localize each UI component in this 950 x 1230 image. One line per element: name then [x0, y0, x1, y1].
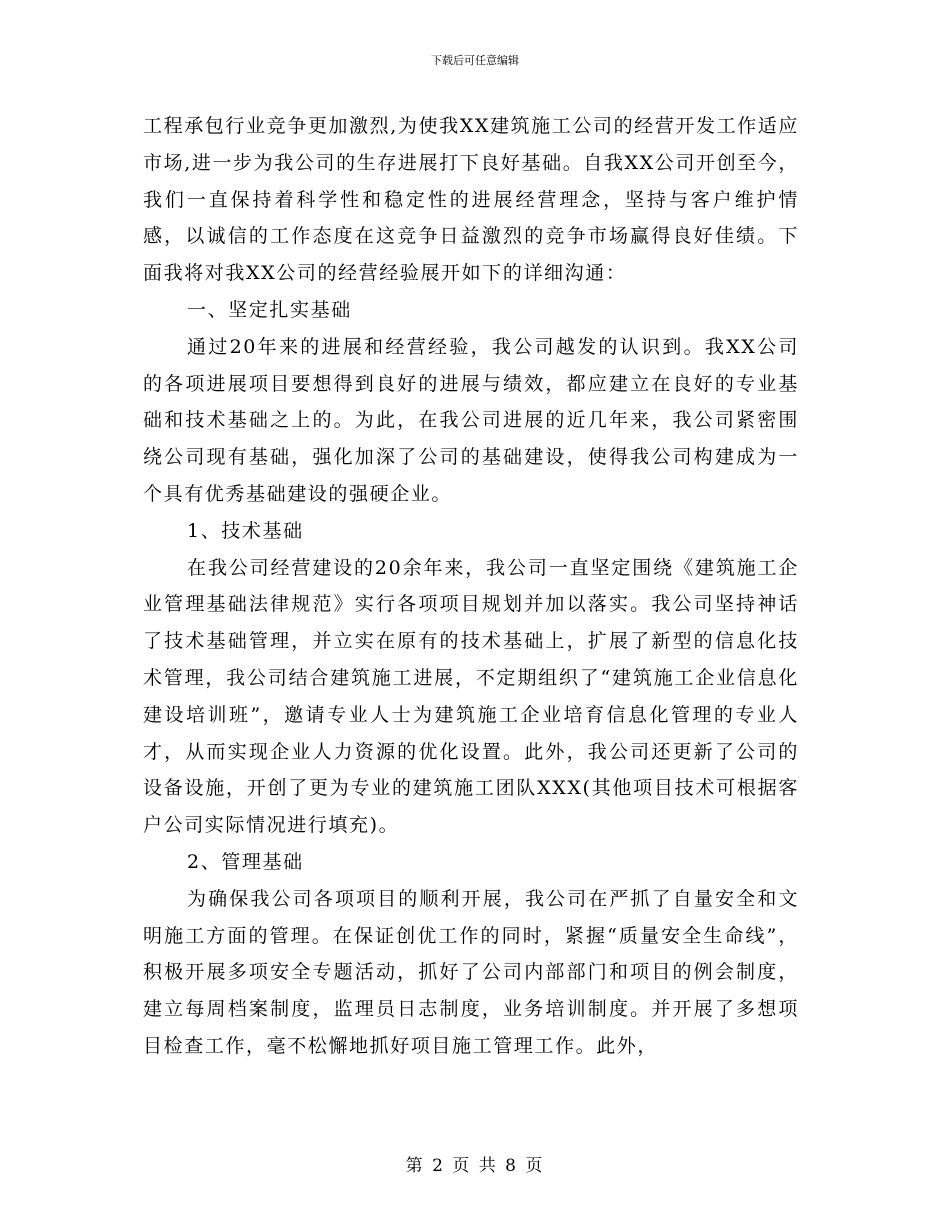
document-body [143, 108, 799, 1065]
section-heading: 一、坚定扎实基础 [187, 298, 352, 321]
paragraph-intro: 工程承包行业竞争更加激烈,为使我XX建筑施工公司的经营开发工作适应市场,进一步为我公司的生存进展打下良好基础。自我XX公司开创至今，我们一直保持着科学性和稳定性的进展经营理念，坚持与客户维护情感，以诚信的工作态度在这竞争日益激烈的竞争市场赢得良好佳绩。下面我将对我XX公司的经营经验展开如下的详细沟通： [143, 115, 799, 285]
paragraph: 为确保我公司各项项目的顺利开展，我公司在严抓了自量安全和文明施工方面的管理。在保证创优工作的同时，紧握“质量安全生命线”，积极开展多项安全专题活动，抓好了公司内部部门和项目的例会制度，建立每周档案制度，监理员日志制度，业务培训制度。并开展了多想项目检查工作，毫不松懈地抓好项目施工管理工作。此外， [143, 887, 799, 1057]
subsection-heading: 1、技术基础 [187, 519, 304, 542]
page-header-note: 下载后可任意编辑 [431, 54, 519, 67]
page-number-footer: 第 2 页 共 8 页 [405, 1156, 545, 1176]
subsection-heading: 2、管理基础 [187, 850, 304, 873]
paragraph: 在我公司经营建设的20余年来，我公司一直坚定围绕《建筑施工企业管理基础法律规范》实行各项项目规划并加以落实。我公司坚持神话了技术基础管理，并立实在原有的技术基础上，扩展了新型的信息化技术管理，我公司结合建筑施工进展，不定期组织了“建筑施工企业信息化建设培训班”，邀请专业人士为建筑施工企业培育信息化管理的专业人才，从而实现企业人力资源的优化设置。此外，我公司还更新了公司的设备设施，开创了更为专业的建筑施工团队XXX(其他项目技术可根据客户公司实际情况进行填充)。 [143, 556, 799, 837]
paragraph: 通过20年来的进展和经营经验，我公司越发的认识到。我XX公司的各项进展项目要想得到良好的进展与绩效，都应建立在良好的专业基础和技术基础之上的。为此，在我公司进展的近几年来，我公司紧密围绕公司现有基础，强化加深了公司的基础建设，使得我公司构建成为一个具有优秀基础建设的强硬企业。 [143, 335, 799, 505]
